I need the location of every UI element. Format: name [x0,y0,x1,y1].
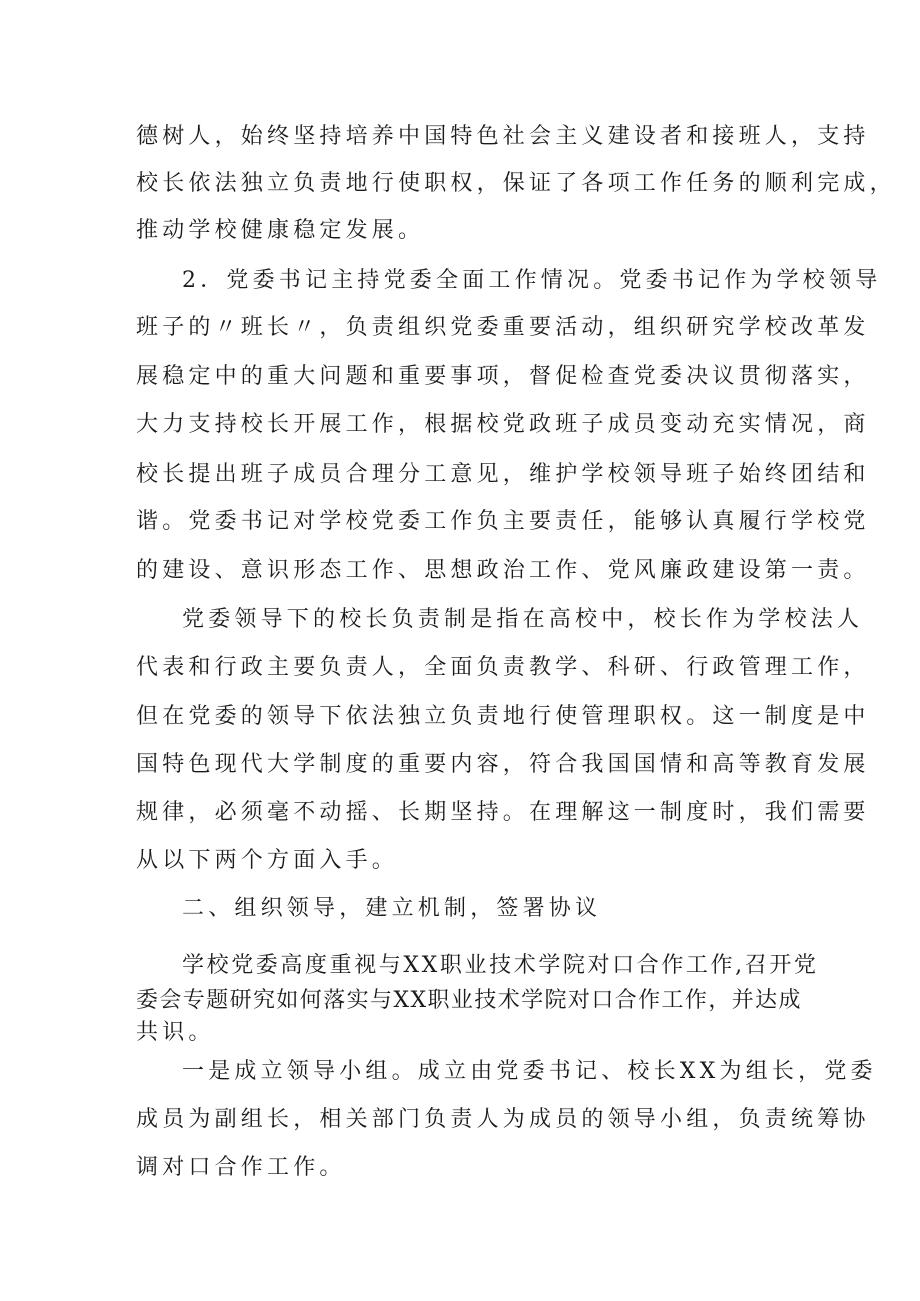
section-heading: 二、组织领导，建立机制，签署协议 [182,896,602,921]
text-line: 成员为副组长，相关部门负责人为成员的领导小组，负责统筹协 [136,1107,870,1132]
text-line: 2．党委书记主持党委全面工作情况。党委书记作为学校领导 [182,268,882,293]
text-line: 推动学校健康稳定发展。 [136,218,425,243]
text-line: 规律，必须毫不动摇、长期坚持。在理解这一制度时，我们需要 [136,800,870,825]
text-line: 党委领导下的校长负责制是指在高校中，校长作为学校法人 [182,607,864,632]
text-line: 委会专题研究如何落实与XX职业技术学院对口合作工作，并达成 [136,988,802,1013]
text-line: 德树人，始终坚持培养中国特色社会主义建设者和接班人，支持 [136,124,870,149]
text-line: 谐。党委书记对学校党委工作负主要责任，能够认真履行学校党 [136,509,870,534]
text-line: 一是成立领导小组。成立由党委书记、校长XX为组长，党委 [182,1059,877,1084]
text-line: 校长提出班子成员合理分工意见，维护学校领导班子始终团结和 [136,462,870,487]
text-line: 学校党委高度重视与XX职业技术学院对口合作工作,召开党 [182,953,819,978]
text-line: 的建设、意识形态工作、思想政治工作、党风廉政建设第一责。 [136,558,870,583]
text-line: 但在党委的领导下依法独立负责地行使管理职权。这一制度是中 [136,704,870,729]
text-line: 代表和行政主要负责人，全面负责教学、科研、行政管理工作， [136,655,870,680]
text-line: 国特色现代大学制度的重要内容，符合我国国情和高等教育发展 [136,752,870,777]
text-line: 大力支持校长开展工作，根据校党政班子成员变动充实情况，商 [136,412,870,437]
text-line: 调对口合作工作。 [136,1155,346,1180]
text-line: 班子的〃班长〃，负责组织党委重要活动，组织研究学校改革发 [136,315,870,340]
text-line: 校长依法独立负责地行使职权，保证了各项工作任务的顺利完成， [136,171,896,196]
text-line: 展稳定中的重大问题和重要事项，督促检查党委决议贯彻落实， [136,364,870,389]
text-line: 共识。 [136,1020,215,1045]
text-line: 从以下两个方面入手。 [136,848,399,873]
